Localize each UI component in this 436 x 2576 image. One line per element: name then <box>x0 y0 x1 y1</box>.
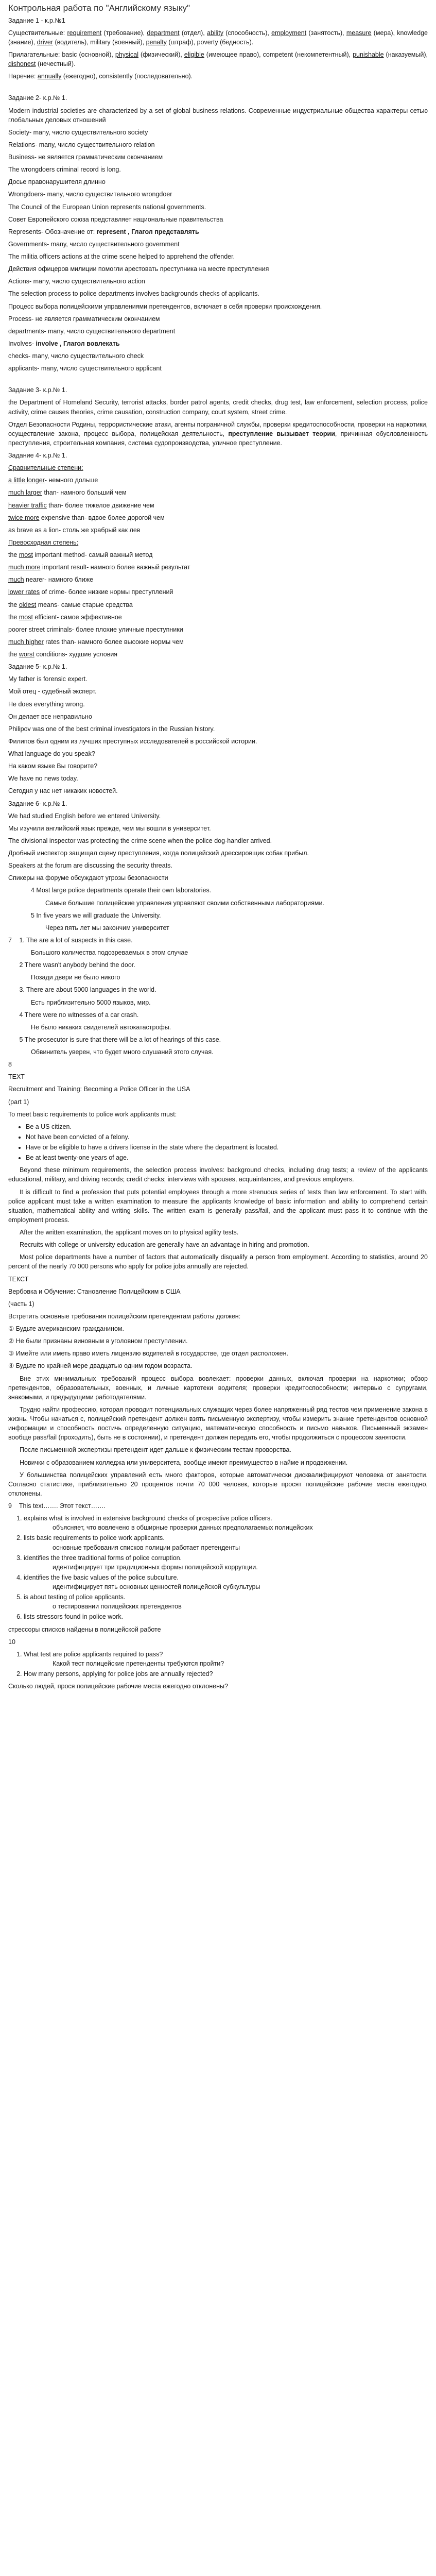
task-2-line: Процесс выбора полицейскими управлениями претендентов, включает в себя проверки происхождения. <box>8 302 322 310</box>
task-1-adjectives: Прилагательные: basic (основной), physical (физический), eligible (имеющее право), competent (некомпетентный), punishable (наказуемый), dishonest (нечестный). <box>8 51 428 68</box>
ru-list-item: ② Не были признаны виновным в уголовном преступлении. <box>8 1337 188 1345</box>
task-6-line: 5 In five years we will graduate the University. <box>31 911 161 919</box>
ru-list-item: ④ Будьте по крайней мере двадцатью одним годом возраста. <box>8 1362 193 1370</box>
ru-text-label: ТЕКСТ <box>8 1275 29 1283</box>
task-5-line: We have no news today. <box>8 775 78 783</box>
task-7-translation: Большого количества подозреваемых в этом случае <box>31 949 188 957</box>
task-5-line: Сегодня у нас нет никаких новостей. <box>8 787 118 795</box>
task-9 <box>8 1501 428 1634</box>
task-2-line: Business- не является грамматическим окончанием <box>8 154 163 161</box>
task-2-line: Совет Европейского союза представляет национальные правительства <box>8 215 223 223</box>
task-2-line: checks- many, число существительного check <box>8 352 144 360</box>
list-item: • Not have been convicted of a felony. <box>26 1132 428 1142</box>
ru-text-paragraph: Вне этих минимальных требований процесс выбора вовлекает: проверки данных, включая проверки на наркотики; обзор претендентов, образовательных, военных, и личные картотеки водителя; проверки кредитоспособности; интервью с супругами, знакомыми, и предыдущими работодателями. <box>8 1375 428 1401</box>
task-2-line: departments- many, число существительного department <box>8 327 176 335</box>
task-2-line: Represents- Обозначение от: represent , Глагол представлять <box>8 228 199 235</box>
list-item: 4. identifies the five basic values of the police subculture. идентифицирует пять основных ценностей полицейской субкультуры <box>24 1573 428 1591</box>
list-item: 5. is about testing of police applicants. о тестировании полицейских претендентов <box>24 1592 428 1611</box>
task-4-line: as brave as a lion- столь же храбрый как лев <box>8 526 141 534</box>
task-2-line: The Council of the European Union represents national governments. <box>8 203 206 211</box>
task-4-line: the worst conditions- худшие условия <box>8 651 118 658</box>
text-label: TEXT <box>8 1073 25 1081</box>
task-2-line: The selection process to police departments involves backgrounds checks of applicants. <box>8 290 259 298</box>
list-item: 2. How many persons, applying for police jobs are annually rejected? <box>24 1669 428 1679</box>
task-4-line: the most important method- самый важный метод <box>8 551 153 559</box>
task-8-number: 8 <box>8 1061 12 1069</box>
task-1-nouns: Существительные: requirement (требование), department (отдел), ability (способность), employment (занятость), measure (мера), knowledge (знание), driver (водитель), military (военный), penalty (штраф), poverty (бедность). <box>8 29 428 46</box>
ru-text-paragraph: После письменной экспертизы претендент идет дальше к физическим тестам проворства. <box>20 1446 291 1454</box>
task-2-line: applicants- many, число существительного applicant <box>8 365 162 372</box>
task-2-line: Involves- involve , Глагол вовлекать <box>8 340 120 347</box>
task-2-line: Relations- many, число существительного relation <box>8 141 155 148</box>
page-title: Контрольная работа по "Английскому языку" <box>8 3 190 13</box>
task-2-line: Governments- many, число существительного government <box>8 240 180 248</box>
task-2-line: Actions- many, число существительного action <box>8 278 145 285</box>
task-4-line: much more important result- намного более важный результат <box>8 564 190 571</box>
task-4-line: a little longer- немного дольше <box>8 477 98 484</box>
text-paragraph: After the written examination, the applicant moves on to physical agility tests. <box>20 1229 239 1236</box>
task-2-line: Modern industrial societies are characterized by a set of global business relations. Современные индустриальные общества характеры сетью глобальных деловых отношений <box>8 107 428 124</box>
task-3-heading: Задание 3- к.р.№ 1. <box>8 386 67 394</box>
task-6-heading: Задание 6- к.р.№ 1. <box>8 800 67 807</box>
task-5-line: Филипов был одним из лучших преступных исследователей в российской истории. <box>8 737 257 745</box>
text-heading: Recruitment and Training: Becoming a Police Officer in the USA <box>8 1086 190 1093</box>
task-2-line: Действия офицеров милиции помогли арестовать преступника на месте преступления <box>8 265 269 273</box>
task-2-line: Wrongdoers- many, число существительного wrongdoer <box>8 191 172 198</box>
task-9-options <box>8 1514 428 1621</box>
task-2 <box>8 93 428 373</box>
task-5-heading: Задание 5- к.р.№ 1. <box>8 663 67 671</box>
task-4-line: heavier traffic than- более тяжелое движение чем <box>8 501 154 509</box>
task-10-questions <box>8 1650 428 1679</box>
task-3 <box>8 385 428 448</box>
task-7-item: 2 There wasn't anybody behind the door. <box>19 961 135 969</box>
text-paragraph: It is difficult to find a profession that puts potential employees through a more strenuous series of tests than law enforcement. To start with, police applicant must take a written examination to measure the applicants knowledge of basic information and ability to comprehend certain situation, mathematical ability and writing skills. The written exam is generally pass/fail, and the applicant must pass it to continue with the employment process. <box>8 1188 428 1224</box>
task-4-line: the most efficient- самое эффективное <box>8 613 122 621</box>
task-5-line: Philipov was one of the best criminal investigators in the Russian history. <box>8 725 215 733</box>
task-7 <box>8 936 428 1057</box>
task-1-adverbs: Наречие: annually (ежегодно), consistently (последовательно). <box>8 73 193 80</box>
task-3-russian: Отдел Безопасности Родины, террористические атаки, агенты пограничной службы, проверки кредитоспособности, проверки на наркотики, осуществление закона, процесс выбора, полицейская деятельность, преступление вызывает теории, причинная обусловленность преступления, строительная компания, система судопроизводства, уличное преступление. <box>8 420 428 447</box>
task-6 <box>8 799 428 933</box>
task-5-line: My father is forensic expert. <box>8 675 88 683</box>
task-2-line: The militia officers actions at the crime scene helped to apprehend the offender. <box>8 253 235 261</box>
task-8 <box>8 1060 428 1498</box>
task-6-line: 4 Most large police departments operate their own laboratories. <box>31 887 212 894</box>
task-5 <box>8 662 428 795</box>
task-7-translation: Позади двери не было никого <box>31 974 120 981</box>
task-9-heading: 9 This text……. Этот текст……. <box>8 1502 106 1510</box>
task-4-line: much larger than- намного больший чем <box>8 489 127 497</box>
task-6-line: We had studied English before we entered University. <box>8 812 161 820</box>
ru-text-intro: Встретить основные требования полицейским претендентам работы должен: <box>8 1312 241 1320</box>
task-4-line: poorer street criminals- более плохие уличные преступники <box>8 625 183 633</box>
task-4-superlative-heading: Превосходная степень: <box>8 538 79 546</box>
task-6-line: Speakers at the forum are discussing the security threats. <box>8 862 172 870</box>
list-item: 3. identifies the three traditional forms of police corruption. идентифицирует три традиционных формы полицейской коррупции. <box>24 1553 428 1572</box>
task-2-line: The wrongdoers criminal record is long. <box>8 166 121 174</box>
list-item: • Be at least twenty-one years of age. <box>26 1153 428 1162</box>
task-7-item: 7 1. The are a lot of suspects in this case. <box>8 936 133 944</box>
ru-text-part: (часть 1) <box>8 1300 34 1308</box>
task-5-line: Мой отец - судебный эксперт. <box>8 688 97 696</box>
task-7-item: 5 The prosecutor is sure that there will be a lot of hearings of this case. <box>19 1036 221 1043</box>
task-7-item: 4 There were no witnesses of a car crash. <box>19 1011 139 1019</box>
task-1-heading: Задание 1 - к.р.№1 <box>8 16 65 24</box>
ru-text-paragraph: Трудно найти профессию, которая проводит потенциальных служащих через более напряженный ряд тестов чем применение закона в жизнь. Чтобы начаться с, полицейский претендент должен взять письменную экспертизу, чтобы измерить знание претендентов основной информации и способность постичь определенную ситуацию, математическую способность и письмо навыков. Письменный экзамен вообще pass/fail (проходить), быть не в состоянии), и претендент должен передать его, чтобы продолжиться с процессом занятости. <box>8 1405 428 1442</box>
task-7-translation: Есть приблизительно 5000 языков, мир. <box>31 998 151 1006</box>
text-paragraph: Recruits with college or university education are generally have an advantage in hiring and promotion. <box>20 1241 309 1249</box>
task-4-line: the oldest means- самые старые средства <box>8 601 133 608</box>
task-9-tail: стрессоры списков найдены в полицейской работе <box>8 1625 161 1633</box>
text-paragraph: Beyond these minimum requirements, the selection process involves: background checks, including drug tests; a review of the applicants educational, military, and driving records; credit checks; interviews with spouses, acquaintances, and previous employers. <box>8 1166 428 1183</box>
text-intro: To meet basic requirements to police work applicants must: <box>8 1110 177 1118</box>
task-6-line: The divisional inspector was protecting the crime scene when the police dog-handler arrived. <box>8 837 272 844</box>
task-2-line: Society- many, число существительного society <box>8 128 148 136</box>
task-4-line: lower rates of crime- более низкие нормы преступлений <box>8 588 173 596</box>
task-2-line: Process- не является грамматическим окончанием <box>8 315 160 323</box>
list-item: 6. lists stressors found in police work. <box>24 1612 428 1621</box>
task-6-line: Дробный инспектор защищал сцену преступления, когда полицейский дрессировщик собак прибыл. <box>8 850 309 857</box>
task-10-translation: Сколько людей, прося полицейские рабочие места ежегодно отклонены? <box>8 1683 228 1690</box>
ru-list-item: ③ Имейте или иметь право иметь лицензию водителей в государстве, где отдел расположен. <box>8 1350 289 1358</box>
task-5-line: Он делает все неправильно <box>8 713 92 720</box>
list-item: 1. explains what is involved in extensive background checks of prospective police officers. объясняет, что вовлечено в обширные проверки данных предполагаемых полицейских <box>24 1514 428 1532</box>
list-item: • Be a US citizen. <box>26 1122 428 1131</box>
task-2-line: Досье правонарушителя длинно <box>8 178 106 186</box>
task-1 <box>8 16 428 81</box>
task-7-translation: Не было никаких свидетелей автокатастрофы. <box>31 1023 171 1031</box>
task-3-english: the Department of Homeland Security, terrorist attacks, border patrol agents, credit checks, drug test, law enforcement, selection process, police activity, crime causes theories, crime causation, construction company, court system, street crime. <box>8 399 428 416</box>
text-part: (part 1) <box>8 1098 29 1106</box>
task-4-comparative-heading: Сравнительные степени: <box>8 464 83 472</box>
ru-text-paragraph: Новички с образованием колледжа или университета, вообще имеют преимущество в найме и продвижении. <box>20 1459 348 1466</box>
list-item: • Have or be eligible to have a drivers license in the state where the department is located. <box>26 1143 428 1152</box>
task-10 <box>8 1637 428 1691</box>
task-4-line: much nearer- намного ближе <box>8 576 94 584</box>
requirements-list <box>8 1122 428 1163</box>
task-5-line: What language do you speak? <box>8 750 95 758</box>
task-6-line: Через пять лет мы закончим университет <box>45 924 169 931</box>
task-4-heading: Задание 4- к.р.№ 1. <box>8 452 67 460</box>
task-4-line: twice more expensive than- вдвое более дорогой чем <box>8 514 165 521</box>
list-item: 1. What test are police applicants required to pass? Какой тест полицейские претенденты требуются пройти? <box>24 1650 428 1668</box>
task-7-translation: Обвинитель уверен, что будет много слушаний этого случая. <box>31 1048 214 1056</box>
task-6-line: Самые большие полицейские управления управляют своими собственными лабораториями. <box>45 899 324 907</box>
task-4-line: much higher rates than- намного более высокие нормы чем <box>8 638 184 646</box>
task-6-line: Мы изучили английский язык прежде, чем мы вошли в университет. <box>8 824 211 832</box>
ru-text-heading: Вербовка и Обучение: Становление Полицейским в США <box>8 1287 181 1295</box>
task-5-line: He does everything wrong. <box>8 700 85 708</box>
task-5-line: На каком языке Вы говорите? <box>8 762 98 770</box>
task-10-number: 10 <box>8 1638 15 1646</box>
task-2-heading: Задание 2- к.р.№ 1. <box>8 94 67 102</box>
task-6-line: Спикеры на форуме обсуждают угрозы безопасности <box>8 874 168 882</box>
ru-list-item: ① Будьте американским гражданином. <box>8 1325 124 1333</box>
text-paragraph: Most police departments have a number of factors that automatically disqualify a person from employment. According to statistics, around 20 percent of the nearly 70 000 persons who apply for police jobs annually are rejected. <box>8 1253 428 1270</box>
task-7-item: 3. There are about 5000 languages in the world. <box>19 986 156 994</box>
task-4 <box>8 451 428 659</box>
ru-text-paragraph: У большинства полицейских управлений есть много факторов, которые автоматически дисквалифицируют человека от занятости. Согласно статистике, приблизительно 20 процентов почти 70 000 человек, которые просят полицейские рабочие места ежегодно, отклонены. <box>8 1471 428 1497</box>
list-item: 2. lists basic requirements to police work applicants. основные требования списков полиции работает претенденты <box>24 1533 428 1552</box>
